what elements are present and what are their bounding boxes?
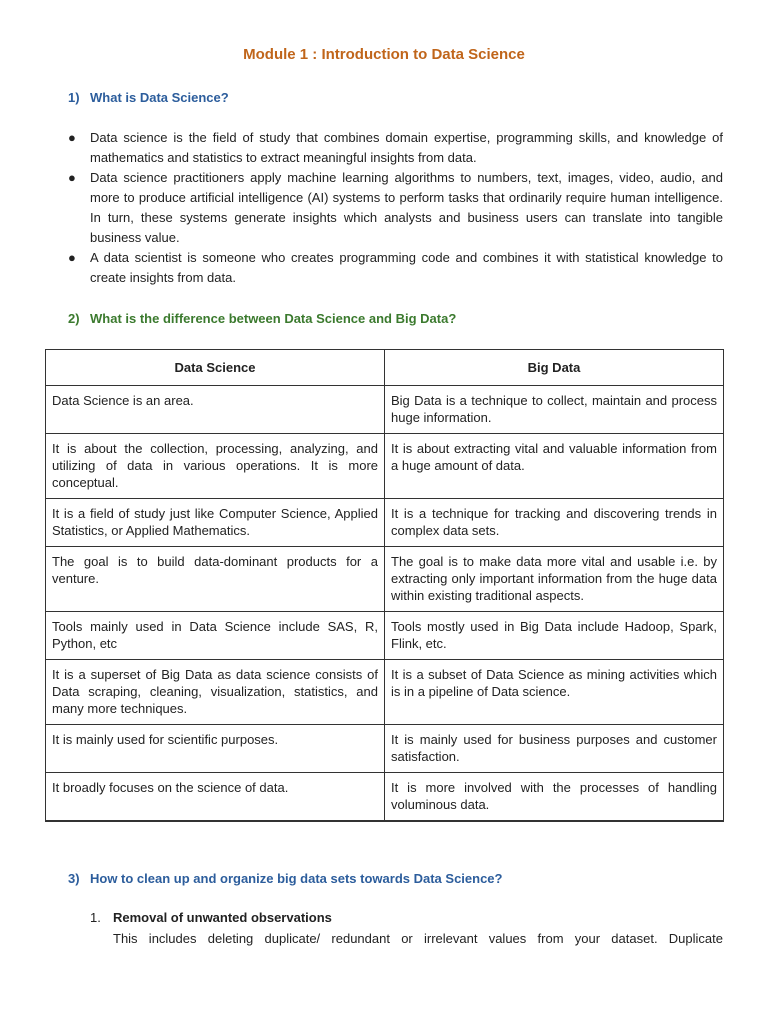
table-row (46, 386, 724, 434)
table-cell: It is more involved with the processes of handling voluminous data. (385, 773, 724, 822)
step-description: This includes deleting duplicate/ redundant or irrelevant values from your dataset. Duplicate (113, 931, 723, 946)
table-cell: Tools mostly used in Big Data include Hadoop, Spark, Flink, etc. (385, 612, 724, 660)
table-row (46, 612, 724, 660)
column-header-big-data: Big Data (385, 350, 724, 386)
list-item (68, 248, 723, 288)
table-cell: It is a field of study just like Computer Science, Applied Statistics, or Applied Mathematics. (46, 499, 385, 547)
bullet-icon: ● (68, 130, 76, 145)
bullet-icon: ● (68, 170, 76, 185)
table-header-row (46, 350, 724, 386)
bullet-icon: ● (68, 250, 76, 265)
page-title: Module 1 : Introduction to Data Science (243, 46, 525, 63)
question-text: What is Data Science? (90, 90, 229, 105)
table-cell: It is a technique for tracking and discovering trends in complex data sets. (385, 499, 724, 547)
table-cell: The goal is to build data-dominant products for a venture. (46, 547, 385, 612)
list-item (68, 168, 723, 248)
table-cell: The goal is to make data more vital and usable i.e. by extracting only important information from the huge data within existing traditional aspects. (385, 547, 724, 612)
table-cell: Tools mainly used in Data Science include SAS, R, Python, etc (46, 612, 385, 660)
step-number: 1. (90, 910, 101, 925)
table-row (46, 773, 724, 822)
question-number: 2) (68, 311, 80, 326)
table-cell: It is a subset of Data Science as mining activities which is in a pipeline of Data science. (385, 660, 724, 725)
question-1-heading (68, 90, 229, 105)
question-2-heading (68, 311, 456, 326)
bullet-text: Data science is the field of study that combines domain expertise, programming skills, and knowledge of mathematics and statistics to extract meaningful insights from data. (90, 130, 723, 165)
list-item (68, 128, 723, 168)
definition-bullet-list (68, 128, 723, 288)
question-text: How to clean up and organize big data sets towards Data Science? (90, 871, 503, 886)
table-row (46, 434, 724, 499)
question-3-heading (68, 871, 502, 886)
table-row (46, 499, 724, 547)
column-header-data-science: Data Science (46, 350, 385, 386)
table-row (46, 725, 724, 773)
step-title-text: Removal of unwanted observations (113, 910, 332, 925)
bullet-text: Data science practitioners apply machine learning algorithms to numbers, text, images, video, audio, and more to produce artificial intelligence (AI) systems to perform tasks that ordinarily require human intelligence. In turn, these systems generate insights which analysts and business users can translate into tangible business value. (90, 170, 723, 245)
question-number: 3) (68, 871, 80, 886)
table-cell: It is about extracting vital and valuable information from a huge amount of data. (385, 434, 724, 499)
table-cell: It is mainly used for scientific purposes. (46, 725, 385, 773)
table-cell: It is about the collection, processing, analyzing, and utilizing of data in various operations. It is more conceptual. (46, 434, 385, 499)
comparison-table (45, 349, 724, 822)
table-cell: It is mainly used for business purposes and customer satisfaction. (385, 725, 724, 773)
bullet-text: A data scientist is someone who creates programming code and combines it with statistical knowledge to create insights from data. (90, 250, 723, 285)
step-heading (90, 910, 332, 925)
table-cell: It broadly focuses on the science of data. (46, 773, 385, 822)
question-number: 1) (68, 90, 80, 105)
table-row (46, 547, 724, 612)
question-text: What is the difference between Data Science and Big Data? (90, 311, 457, 326)
table-row (46, 660, 724, 725)
table-cell: Data Science is an area. (46, 386, 385, 434)
table-cell: Big Data is a technique to collect, maintain and process huge information. (385, 386, 724, 434)
table-cell: It is a superset of Big Data as data science consists of Data scraping, cleaning, visualization, statistics, and many more techniques. (46, 660, 385, 725)
